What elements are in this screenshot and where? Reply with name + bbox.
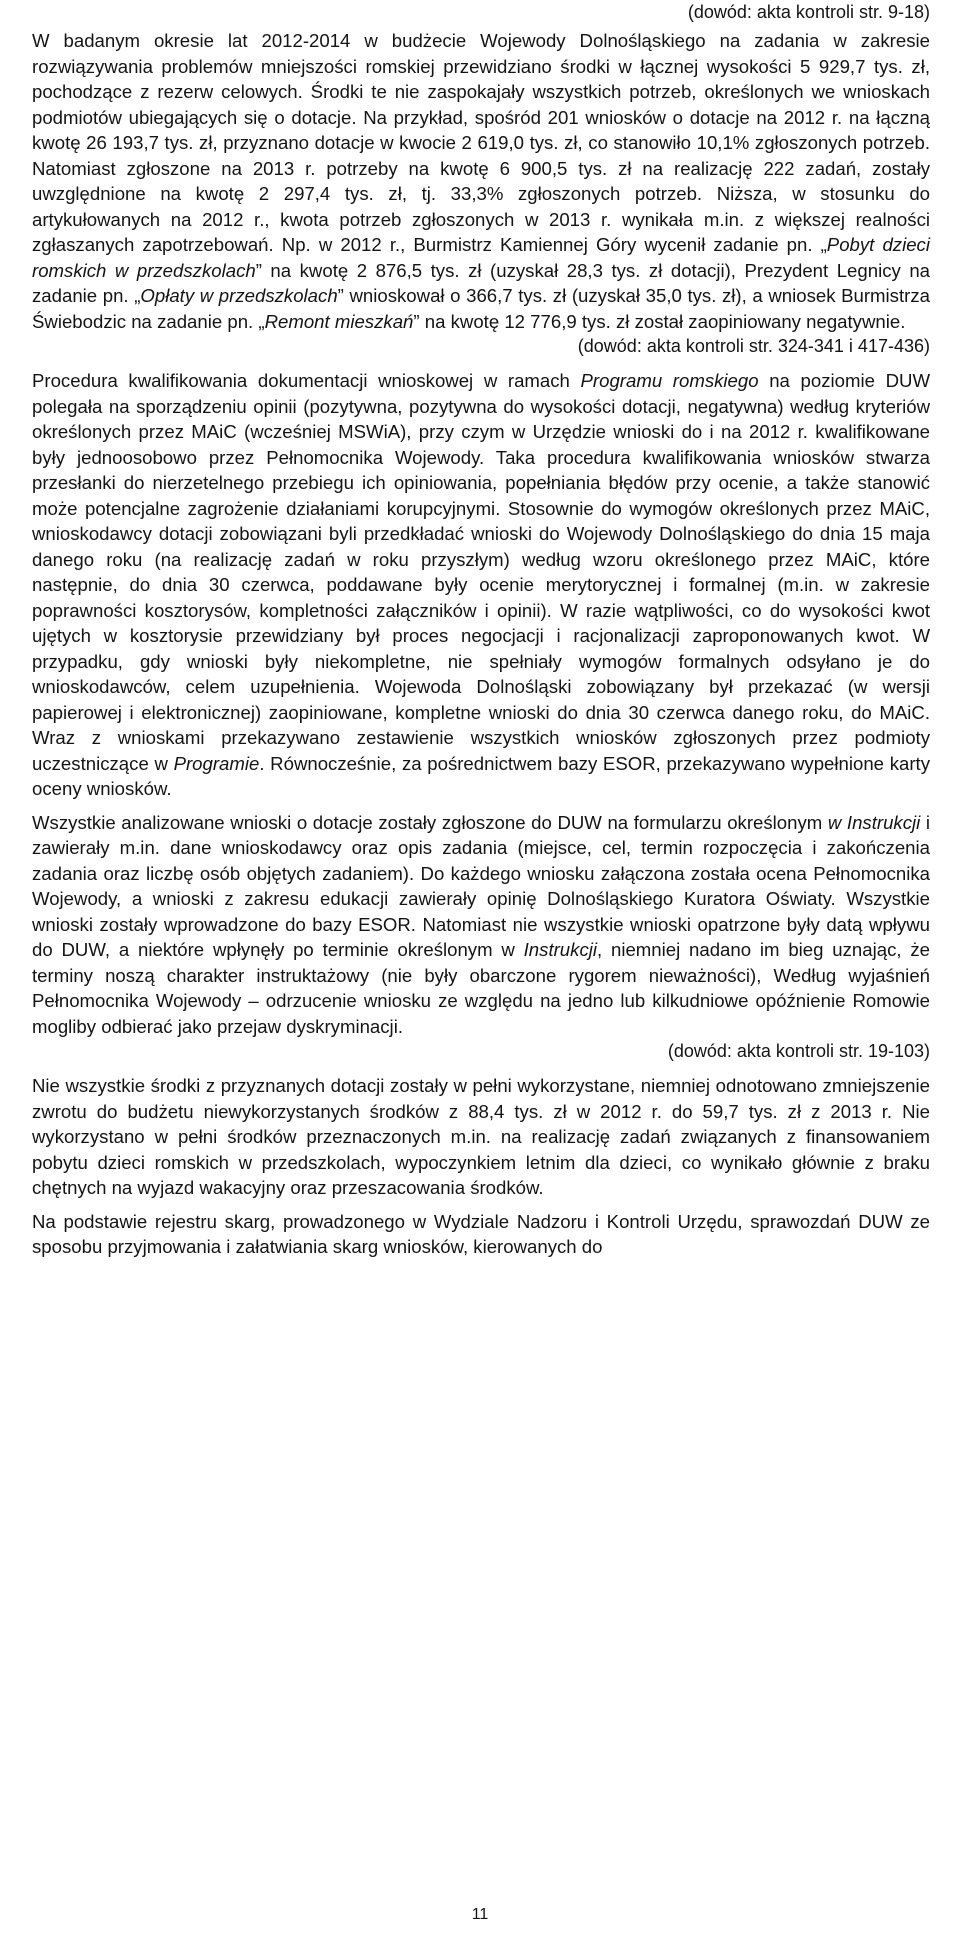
text-run: na poziomie DUW polegała na sporządzeniu opinii (pozytywna, pozytywna do wysokości dotacji, negatywna) według kryteriów określonych przez MAiC (wcześniej MSWiA), przy czym w Urzędzie wnioski do i na 2012 r. kwalifikowane były jednoosobowo przez Pełnomocnika Wojewody. Taka procedura kwalifikowania wniosków stwarza przesłanki do nierzetelnego przebiegu ich opiniowania, popełniania błędów przy ocenie, a także stanowić może potencjalne zagrożenie działaniami korupcyjnymi. Stosownie do wymogów określonych przez MAiC, wnioskodawcy dotacji zobowiązani byli przedkładać wnioski do Wojewody Dolnośląskiego do dnia 15 maja danego roku (na realizację zadań w roku przyszłym) według wzoru określonego przez MAiC, które następnie, do dnia 30 czerwca, poddawane były ocenie merytorycznej i formalnej (m.in. w zakresie poprawności kosztorysów, kompletności załączników i opinii). W razie wątpliwości, co do wysokości kwot ujętych w kosztorysie przewidziany był proces negocjacji i racjonalizacji zaproponowanych kwot. W przypadku, gdy wnioski były niekompletne, nie spełniały wymogów formalnych odsyłano je do wnioskodawców, celem uzupełnienia. Wojewoda Dolnośląski zobowiązany był przekazać (w wersji papierowej i elektronicznej) zaopiniowane, kompletne wnioski do dnia 30 czerwca danego roku, do MAiC. Wraz z wnioskami przekazywano zestawienie wszystkich wniosków zgłoszonych przez podmioty uczestniczące w xyxy=(32,370,930,774)
paragraph-budget xyxy=(32,28,930,334)
text-run: . Równocześnie, za pośrednictwem bazy ESOR, przekazywano wypełnione karty oceny wniosków. xyxy=(32,752,930,799)
program-name: Programu romskiego xyxy=(580,370,759,391)
program-name: Programie xyxy=(173,752,260,774)
text-run: ” na kwotę 12 776,9 tys. zł został zaopiniowany negatywnie. xyxy=(413,310,906,332)
text-run: ” wnioskował o 366,7 tys. zł (uzyskał 35,0 tys. zł), a wniosek Burmistrza Świebodzic na zadanie pn. „ xyxy=(32,285,930,332)
text-run: Wszystkie analizowane wnioski o dotacje zostały zgłoszone do DUW na formularzu określonym xyxy=(32,811,828,833)
paragraph-procedure xyxy=(32,368,930,802)
text-run: ” na kwotę 2 876,5 tys. zł (uzyskał 28,3 tys. zł dotacji), Prezydent Legnicy na zadanie pn. „ xyxy=(32,259,931,306)
task-title: Pobyt dzieci romskich w przedszkolach xyxy=(32,234,930,281)
text-run: W badanym okresie lat 2012-2014 w budżecie Wojewody Dolnośląskiego na zadania w zakresie rozwiązywania problemów mniejszości romskiej przewidziano środki w łącznej wysokości 5 929,7 tys. zł, pochodzące z rezerw celowych. Środki te nie zaspokajały wszystkich potrzeb, określonych we wnioskach podmiotów ubiegających się o dotacje. Na przykład, spośród 201 wniosków o dotacje na 2012 r. na łączną kwotę 26 193,7 tys. zł, przyznano dotacje w kwocie 2 619,0 tys. zł, co stanowiło 10,1% zgłoszonych potrzeb. Natomiast zgłoszone na 2013 r. potrzeby na kwotę 6 900,5 tys. zł na realizację 222 zadań, zostały uwzględnione na kwotę 2 297,4 tys. zł, tj. 33,3% zgłoszonych potrzeb. Niższa, w stosunku do artykułowanych na 2012 r., kwota potrzeb zgłoszonych w 2013 r. wynikała m.in. z większej realności zgłaszanych zapotrzebowań. Np. w 2012 r., Burmistrz Kamiennej Góry wycenił zadanie pn. „ xyxy=(32,30,930,255)
paragraph-applications xyxy=(32,810,930,1040)
task-title: Remont mieszkań xyxy=(264,310,414,332)
text-run: i zawierały m.in. dane wnioskodawcy oraz opis zadania (miejsce, cel, termin rozpoczęcia i zakończenia zadania oraz liczbę osób objętych zadaniem). Do każdego wniosku załączona została ocena Pełnomocnika Wojewody, a wnioski z zakresu edukacji zawierały opinię Dolnośląskiego Kuratora Oświaty. Wszystkie wnioski zostały wprowadzone do bazy ESOR. Natomiast nie wszystkie wnioski opatrzone były datą wpływu do DUW, a niektóre wpłynęły po terminie określonym w xyxy=(32,811,931,960)
evidence-reference: (dowód: akta kontroli str. 19-103) xyxy=(667,1041,930,1061)
task-title: Opłaty w przedszkolach xyxy=(140,285,338,306)
text-run: Procedura kwalifikowania dokumentacji wnioskowej w ramach xyxy=(32,370,581,391)
evidence-reference: (dowód: akta kontroli str. 9-18) xyxy=(687,2,930,22)
text-run: , niemniej nadano im bieg uznając, że terminy noszą charakter instruktażowy (nie były obarczone rygorem nieważności), Według wyjaśnień Pełnomocnika Wojewody – odrzucenie wniosku ze względu na jedno lub kilkudniowe opóźnienie Romowie mogliby odbierać jako przejaw dyskryminacji. xyxy=(32,939,930,1037)
evidence-reference: (dowód: akta kontroli str. 324-341 i 417-436) xyxy=(577,336,930,356)
instruction-ref: w Instrukcji xyxy=(827,811,921,833)
page-number: 11 xyxy=(471,1906,489,1923)
paragraph-funds: Nie wszystkie środki z przyznanych dotacji zostały w pełni wykorzystane, niemniej odnotowano zmniejszenie zwrotu do budżetu niewykorzystanych środków z 88,4 tys. zł w 2012 r. do 59,7 tys. zł z 2013 r. Nie wykorzystano w pełni środków przeznaczonych m.in. na realizację zadań związanych z finansowaniem pobytu dzieci romskich w przedszkolach, wypoczynkiem letnim dla dzieci, co wynikało głównie z braku chętnych na wyjazd wakacyjny oraz przeszacowania środków. xyxy=(32,1075,930,1198)
paragraph-complaints: Na podstawie rejestru skarg, prowadzonego w Wydziale Nadzoru i Kontroli Urzędu, sprawozdań DUW ze sposobu przyjmowania i załatwiania skarg wniosków, kierowanych do xyxy=(32,1210,930,1257)
instruction-ref: Instrukcji xyxy=(523,939,597,960)
document-page xyxy=(32,0,930,1950)
